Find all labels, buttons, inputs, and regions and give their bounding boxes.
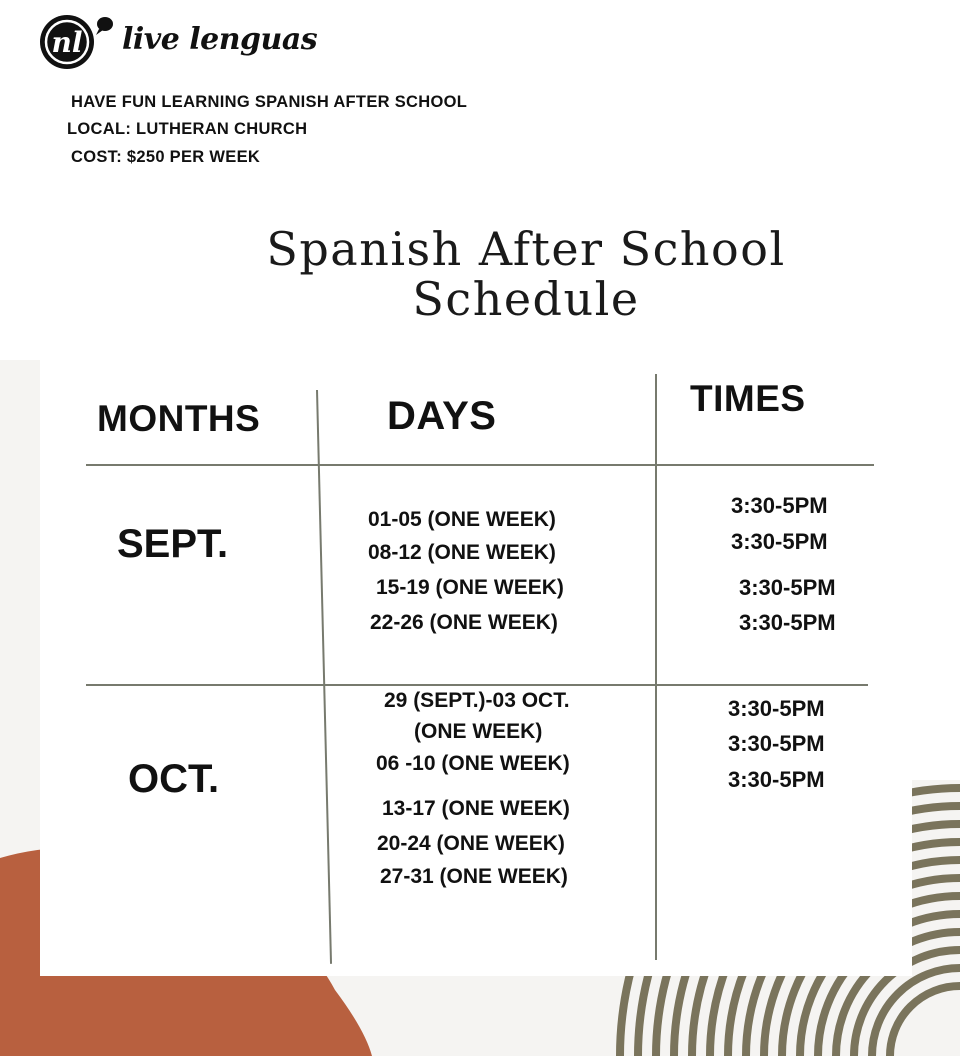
oct-time-2: 3:30-5PM: [728, 731, 825, 756]
month-sept: SEPT.: [117, 522, 229, 566]
sept-day-2: 08-12 (ONE WEEK): [368, 541, 556, 564]
header-divider: [86, 464, 874, 466]
row-divider: [86, 684, 868, 686]
svg-text:nl: nl: [51, 26, 83, 59]
month-oct: OCT.: [128, 757, 220, 801]
oct-time-1: 3:30-5PM: [728, 696, 825, 721]
oct-day-2: 06 -10 (ONE WEEK): [376, 752, 570, 775]
header-months: MONTHS: [97, 398, 261, 439]
info-line-local: LOCAL: LUTHERAN CHURCH: [67, 120, 308, 138]
nl-speech-bubble-logo-icon: [38, 12, 118, 72]
header-times: TIMES: [690, 378, 806, 419]
oct-day-3: 13-17 (ONE WEEK): [382, 797, 570, 820]
sept-time-4: 3:30-5PM: [739, 610, 836, 635]
sept-time-1: 3:30-5PM: [731, 493, 828, 518]
info-line-cost: COST: $250 PER WEEK: [71, 148, 261, 166]
oct-time-3: 3:30-5PM: [728, 767, 825, 792]
col-divider-2: [655, 374, 657, 960]
page-subtitle: Schedule: [412, 272, 640, 326]
oct-day-5: 27-31 (ONE WEEK): [380, 865, 568, 888]
logo: [38, 12, 118, 72]
right-band: [912, 0, 960, 780]
sept-day-3: 15-19 (ONE WEEK): [376, 576, 564, 599]
info-line-fun: HAVE FUN LEARNING SPANISH AFTER SCHOOL: [71, 93, 468, 111]
sept-time-2: 3:30-5PM: [731, 529, 828, 554]
sept-day-1: 01-05 (ONE WEEK): [368, 508, 556, 531]
oct-day-4: 20-24 (ONE WEEK): [377, 832, 565, 855]
oct-day-1-note: (ONE WEEK): [414, 720, 543, 743]
brand-name: live lenguas: [122, 22, 318, 57]
header-days: DAYS: [387, 394, 497, 438]
oct-day-1: 29 (SEPT.)-03 OCT.: [384, 689, 570, 712]
page-title: Spanish After School: [266, 222, 786, 276]
sept-time-3: 3:30-5PM: [739, 575, 836, 600]
sept-day-4: 22-26 (ONE WEEK): [370, 611, 558, 634]
